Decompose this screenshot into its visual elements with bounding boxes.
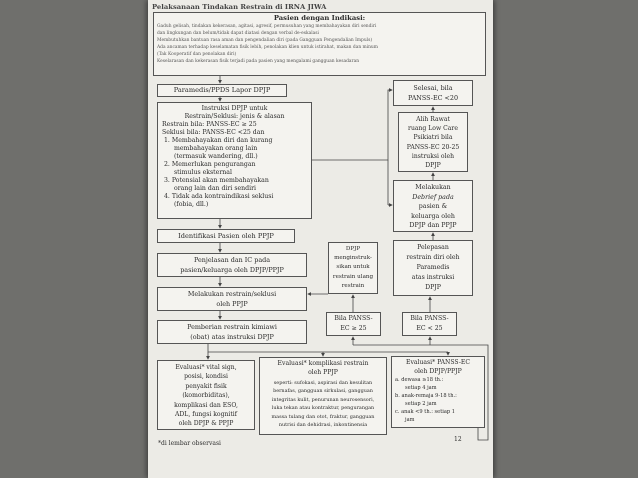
panss-item-line: c. anak <9 th.: setiap 1 (395, 409, 456, 415)
indication-title: Pasien dengan Indikasi: (273, 14, 366, 22)
indication-line: Gaduh gelisah, tindakan kekerasan, agitasi, agresif, permusuhan yang membahayakan diri sendiri (157, 24, 377, 29)
instruksi-item: 1. Membahayakan diri dan kurang (164, 137, 273, 144)
footer-note: *di lembar observasi (158, 440, 221, 447)
komplikasi-body-line: massa tulang dan otot, fraktur, gangguan (271, 413, 375, 420)
instruksi-item: (fobia, dll.) (174, 201, 209, 208)
instruksi-line: Restrain bila: PANSS-EC ≥ 25 (162, 121, 257, 128)
komplikasi-body-line: bernafas, gangguan sirkulasi, gangguan (273, 388, 373, 395)
pemberian-line: Pemberian restrain kimiawi (187, 323, 277, 331)
panss-title-line: oleh DPJP/PPJP (414, 367, 462, 375)
panss-item-line: jam (405, 417, 415, 423)
komplikasi-body-line: seperti: sufokasi, aspirasi dan kesulitan (273, 380, 373, 386)
instruksi-item: 2. Memerlukan pengurangan (164, 161, 256, 168)
indication-line: Membutuhkan bantuan rasa aman dan pengendalian diri (pada Gangguan Pengendalian Impuls) (157, 38, 373, 43)
debrief-line: pasien & (418, 203, 448, 210)
selesai-line: Selesai, bila (413, 84, 453, 92)
paramedis-text: Paramedis/PPDS Lapor DPJP (173, 86, 271, 94)
debrief-line: Melakukan (415, 184, 451, 191)
identifikasi-text: Identifikasi Pasien oleh PPJP (178, 232, 274, 240)
vital-line: ADL, fungsi kognitif (174, 411, 237, 419)
vital-line: komplikasi dan ESO, (174, 401, 238, 409)
komplikasi-title-line: Evaluasi* komplikasi restrain (277, 360, 369, 367)
alih-line: Alih Rawat (416, 116, 450, 123)
selesai-line: PANSS-EC <20 (407, 94, 459, 102)
dpjp-ulang-line: restrain (341, 282, 365, 289)
instruksi-item: membahayakan orang lain (174, 145, 258, 152)
connector-instruksi-right (312, 90, 392, 160)
pelepasan-line: Pelepasan (417, 244, 449, 251)
penjelasan-line: pasien/keluarga oleh DPJP/PPJP (180, 266, 284, 274)
alih-line: DPJP (425, 162, 441, 170)
panss-item-line: b. anak-remaja 9-18 th.: (395, 393, 457, 399)
debrief-line: keluarga oleh (411, 212, 455, 220)
instruksi-line: Seklusi bila: PANSS-EC <25 dan (162, 129, 265, 136)
indication-line: Keselarasan dan kekerasan fisik terjadi pada pasien yang mengalami gangguan kesadaran (157, 59, 360, 64)
pelepasan-line: atas instruksi (411, 274, 455, 281)
panss-title-line: Evaluasi* PANSS-EC (406, 359, 470, 366)
alih-line: ruang Low Care (408, 125, 458, 133)
flow-connectors (148, 0, 493, 478)
dpjp-ulang-line: restrain ulang (332, 273, 374, 280)
alih-line: PANSS-EC 20-25 (406, 143, 460, 151)
penjelasan-line: Penjelasan dan IC pada (193, 256, 271, 264)
connector-panss-loop (430, 345, 488, 440)
instruksi-item: orang lain dan diri sendiri (174, 185, 257, 192)
instruksi-item: (termasuk wandering, dll.) (174, 153, 258, 160)
indication-line: (Tak Kooperatif dan penolakan diri) (157, 52, 237, 57)
bila-ge25-line: EC ≥ 25 (340, 325, 367, 332)
panss-item-line: a. dewasa ≥18 th.: (395, 377, 444, 383)
instruksi-line: Instruksi DPJP untuk (201, 105, 268, 112)
pelepasan-line: DPJP (425, 284, 441, 291)
dpjp-ulang-line: DPJP (345, 246, 361, 252)
vital-line: oleh DPJP & PPJP (178, 420, 234, 428)
komplikasi-body-line: nutrisi dan dehidrasi, inkontinensia (278, 422, 368, 429)
alih-line: instruksi oleh (411, 152, 455, 160)
indication-line: Ada ancaman terhadap keselamatan fisik lebih, penolakan klien untuk istirahat, makan dan minum (157, 45, 378, 50)
bila-lt25-line: Bila PANSS- (410, 315, 449, 322)
vital-line: (komorbiditas), (182, 392, 230, 400)
page-title: Pelaksanaan Tindakan Restrain di IRNA JIWA (152, 3, 327, 11)
panss-item-line: setiap 4 jam (405, 385, 437, 391)
komplikasi-body-line: luka tekan atau kontraktur, pengurangan (271, 405, 375, 412)
melakukan-line: oleh PPJP (216, 300, 248, 308)
komplikasi-body-line: integritas kulit, penurunan neurosensori, (271, 396, 375, 403)
bila-ge25-line: Bila PANSS- (334, 315, 373, 322)
vital-line: posisi, kondisi (184, 373, 228, 381)
pelepasan-line: restrain diri oleh (406, 254, 460, 261)
instruksi-item: 4. Tidak ada kontraindikasi seklusi (164, 193, 274, 200)
page-number: 12 (454, 436, 462, 443)
vital-line: penyakit fisik (185, 382, 227, 390)
dpjp-ulang-line: sikan untuk (336, 264, 370, 271)
pemberian-line: (obat) atas instruksi DPJP (190, 333, 274, 341)
alih-line: Psikiatri bila (413, 134, 453, 142)
debrief-line: DPJP dan PPJP (409, 222, 457, 229)
pelepasan-line: Paramedis (416, 264, 450, 271)
komplikasi-title-line: oleh PPJP (308, 368, 338, 376)
bila-lt25-line: EC < 25 (416, 325, 443, 332)
panss-item-line: setiap 2 jam (405, 401, 437, 407)
instruksi-line: Restrain/Seklusi: jenis & alasan (184, 113, 285, 120)
document-page (148, 0, 493, 478)
vital-line: Evaluasi* vital sign, (175, 364, 237, 371)
debrief-line: Debrief pada (412, 193, 454, 201)
melakukan-line: Melakukan restrain/seklusi (187, 290, 277, 298)
indication-line: dan lingkungan dan belum/tidak dapat diatasi dengan verbal de-eskalasi (157, 31, 319, 36)
instruksi-item: stimulus eksternal (174, 169, 232, 176)
dpjp-ulang-line: menginstruk- (334, 255, 372, 262)
instruksi-item: 3. Potensial akan membahayakan (164, 177, 269, 184)
